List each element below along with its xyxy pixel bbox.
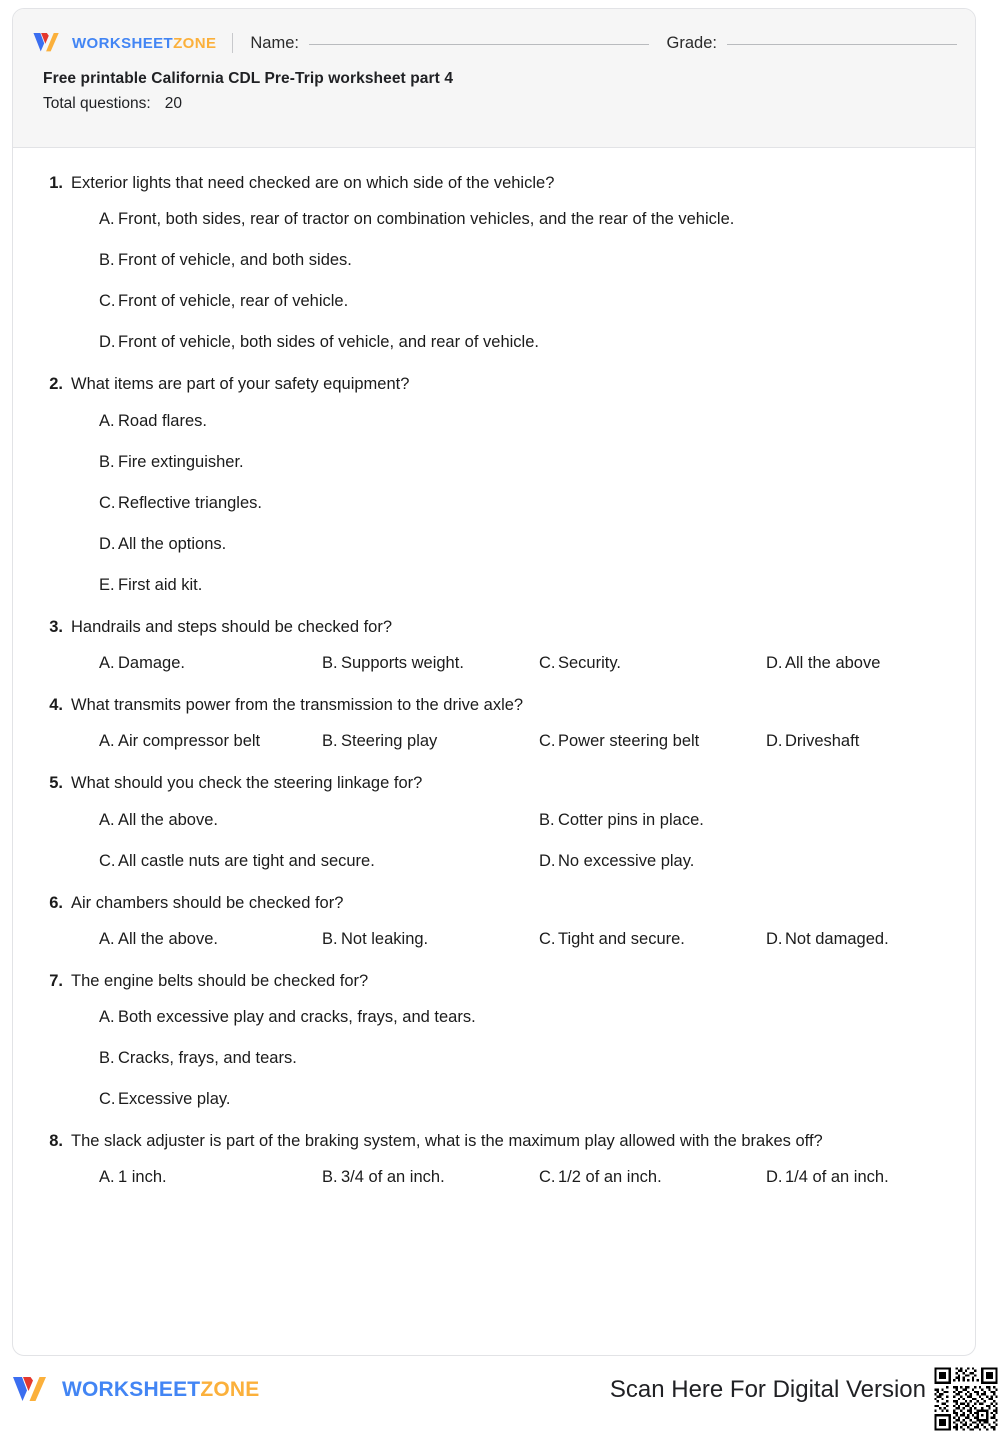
option-letter: A.	[99, 210, 115, 229]
answer-option[interactable]	[99, 1038, 947, 1079]
answer-option[interactable]	[99, 919, 322, 960]
option-text: 1/2 of an inch.	[558, 1168, 662, 1187]
option-letter: B.	[322, 654, 338, 673]
option-text: Fire extinguisher.	[118, 452, 244, 471]
option-letter: A.	[99, 732, 115, 751]
answer-option[interactable]	[99, 442, 947, 483]
option-letter: C.	[539, 1168, 556, 1187]
scan-instruction-text: Scan Here For Digital Version	[609, 1375, 926, 1403]
answer-option[interactable]	[766, 721, 947, 762]
answer-option[interactable]	[539, 919, 766, 960]
option-text: All the above.	[118, 810, 218, 829]
answer-options	[41, 401, 947, 606]
option-text: 1/4 of an inch.	[785, 1168, 889, 1187]
option-letter: D.	[99, 534, 116, 553]
answer-option[interactable]	[99, 401, 947, 442]
option-text: Tight and secure.	[558, 929, 685, 948]
option-letter: E.	[99, 575, 115, 594]
answer-option[interactable]	[99, 240, 947, 281]
answer-option[interactable]	[99, 1157, 322, 1198]
question-number: 3.	[49, 618, 63, 637]
total-questions	[43, 92, 975, 115]
question-text: What items are part of your safety equipment?	[71, 375, 410, 394]
answer-option[interactable]	[766, 919, 947, 960]
question-item	[41, 172, 947, 363]
qr-code-icon[interactable]	[932, 1365, 1000, 1433]
option-text: Not leaking.	[341, 929, 429, 948]
option-letter: D.	[99, 333, 116, 352]
option-letter: C.	[539, 732, 556, 751]
answer-options	[41, 721, 947, 762]
header-top-row	[13, 9, 975, 57]
grade-input-rule[interactable]	[727, 44, 957, 45]
question-number: 6.	[49, 893, 63, 912]
question-text: Handrails and steps should be checked for?	[71, 618, 393, 637]
answer-option[interactable]	[99, 721, 322, 762]
footer-logo[interactable]	[0, 1373, 259, 1407]
question-heading	[41, 616, 947, 639]
worksheet-header	[13, 9, 975, 148]
option-text: Cotter pins in place.	[558, 810, 704, 829]
question-item	[41, 616, 947, 684]
option-letter: B.	[99, 251, 115, 270]
option-text: Front, both sides, rear of tractor on combination vehicles, and the rear of the vehicle.	[118, 210, 735, 229]
option-letter: D.	[766, 1168, 783, 1187]
answer-option[interactable]	[322, 1157, 539, 1198]
question-heading	[41, 892, 947, 915]
option-text: Road flares.	[118, 411, 207, 430]
question-item	[41, 970, 947, 1120]
option-letter: A.	[99, 654, 115, 673]
option-text: No excessive play.	[558, 851, 695, 870]
option-text: 1 inch.	[118, 1168, 167, 1187]
question-number: 4.	[49, 696, 63, 715]
header-title-block	[13, 57, 975, 116]
answer-option[interactable]	[766, 1157, 947, 1198]
answer-option[interactable]	[539, 643, 766, 684]
answer-options	[41, 919, 947, 960]
answer-option[interactable]	[539, 841, 947, 882]
option-letter: B.	[99, 452, 115, 471]
name-input-rule[interactable]	[309, 44, 649, 45]
question-number: 2.	[49, 375, 63, 394]
question-item	[41, 694, 947, 762]
page-footer	[0, 1365, 1000, 1414]
question-item	[41, 892, 947, 960]
question-heading	[41, 1130, 947, 1153]
option-text: All the above.	[118, 929, 218, 948]
worksheetzone-logo-text	[62, 1378, 259, 1402]
option-letter: B.	[322, 732, 338, 751]
option-letter: C.	[539, 929, 556, 948]
option-text: Power steering belt	[558, 732, 700, 751]
option-text: All castle nuts are tight and secure.	[118, 851, 375, 870]
option-letter: D.	[766, 654, 783, 673]
worksheetzone-logo-text	[72, 35, 216, 52]
option-letter: C.	[99, 1090, 116, 1109]
option-text: Excessive play.	[118, 1090, 231, 1109]
answer-option[interactable]	[766, 643, 947, 684]
option-letter: B.	[99, 1049, 115, 1068]
answer-option[interactable]	[99, 643, 322, 684]
question-text: The slack adjuster is part of the braking system, what is the maximum play allowed with the brakes off?	[71, 1132, 823, 1151]
answer-options	[41, 997, 947, 1120]
brand-secondary: ZONE	[173, 34, 217, 52]
option-letter: A.	[99, 929, 115, 948]
question-text: The engine belts should be checked for?	[71, 971, 369, 990]
option-text: Driveshaft	[785, 732, 860, 751]
question-item	[41, 373, 947, 606]
option-text: Damage.	[118, 654, 185, 673]
worksheet-title: Free printable California CDL Pre-Trip worksheet part 4	[43, 70, 454, 87]
option-letter: D.	[539, 851, 556, 870]
total-questions-value: 20	[164, 95, 182, 113]
question-number: 8.	[49, 1132, 63, 1151]
answer-option[interactable]	[99, 199, 947, 240]
option-text: Not damaged.	[785, 929, 889, 948]
question-heading	[41, 373, 947, 396]
name-label: Name:	[250, 33, 299, 52]
option-letter: B.	[322, 929, 338, 948]
answer-option[interactable]	[99, 483, 947, 524]
option-letter: A.	[99, 1007, 115, 1026]
option-text: Air compressor belt	[118, 732, 261, 751]
worksheetzone-logo-icon	[31, 30, 65, 56]
answer-options	[41, 800, 947, 882]
question-text: What transmits power from the transmission to the drive axle?	[71, 696, 524, 715]
answer-option[interactable]	[99, 524, 947, 565]
name-field[interactable]	[250, 34, 649, 53]
answer-option[interactable]	[539, 1157, 766, 1198]
option-text: 3/4 of an inch.	[341, 1168, 445, 1187]
answer-options	[41, 643, 947, 684]
option-text: Cracks, frays, and tears.	[118, 1049, 297, 1068]
question-heading	[41, 172, 947, 195]
worksheetzone-logo-icon	[10, 1373, 54, 1407]
answer-option[interactable]	[99, 322, 947, 363]
answer-option[interactable]	[322, 919, 539, 960]
answer-options	[41, 1157, 947, 1198]
question-heading	[41, 970, 947, 993]
worksheet-card	[12, 8, 976, 1356]
option-letter: C.	[539, 654, 556, 673]
option-text: All the above	[785, 654, 881, 673]
option-text: Front of vehicle, both sides of vehicle, and rear of vehicle.	[118, 333, 539, 352]
option-text: All the options.	[118, 534, 227, 553]
question-item	[41, 1130, 947, 1198]
option-letter: C.	[99, 292, 116, 311]
brand-primary: WORKSHEET	[72, 34, 174, 52]
option-letter: D.	[766, 929, 783, 948]
answer-option[interactable]	[99, 800, 539, 841]
answer-option[interactable]	[539, 721, 766, 762]
answer-option[interactable]	[99, 1079, 947, 1120]
questions-list	[13, 148, 975, 1198]
option-letter: A.	[99, 810, 115, 829]
option-letter: C.	[99, 851, 116, 870]
answer-option[interactable]	[99, 565, 947, 606]
option-letter: A.	[99, 1168, 115, 1187]
header-divider	[232, 33, 233, 53]
option-letter: A.	[99, 411, 115, 430]
option-text: Reflective triangles.	[118, 493, 262, 512]
question-heading	[41, 694, 947, 717]
question-text: What should you check the steering linkage for?	[71, 774, 423, 793]
question-heading	[41, 772, 947, 795]
option-text: Front of vehicle, and both sides.	[118, 251, 352, 270]
option-text: First aid kit.	[118, 575, 203, 594]
answer-option[interactable]	[322, 643, 539, 684]
option-text: Security.	[558, 654, 621, 673]
total-questions-label: Total questions:	[43, 95, 151, 113]
option-text: Front of vehicle, rear of vehicle.	[118, 292, 349, 311]
grade-label: Grade:	[666, 33, 717, 52]
option-text: Steering play	[341, 732, 438, 751]
question-item	[41, 772, 947, 881]
question-number: 7.	[49, 971, 63, 990]
option-letter: B.	[539, 810, 555, 829]
answer-option[interactable]	[99, 841, 539, 882]
question-number: 1.	[49, 174, 63, 192]
option-text: Both excessive play and cracks, frays, and tears.	[118, 1007, 476, 1026]
question-text: Exterior lights that need checked are on which side of the vehicle?	[71, 174, 555, 192]
option-letter: D.	[766, 732, 783, 751]
question-number: 5.	[49, 774, 63, 793]
answer-options	[41, 199, 947, 363]
answer-option[interactable]	[99, 997, 947, 1038]
answer-option[interactable]	[99, 281, 947, 322]
option-text: Supports weight.	[341, 654, 464, 673]
grade-field[interactable]	[667, 34, 957, 53]
option-letter: B.	[322, 1168, 338, 1187]
brand-primary: WORKSHEET	[62, 1377, 201, 1401]
answer-option[interactable]	[539, 800, 947, 841]
answer-option[interactable]	[322, 721, 539, 762]
question-text: Air chambers should be checked for?	[71, 893, 344, 912]
brand-secondary: ZONE	[200, 1377, 260, 1401]
option-letter: C.	[99, 493, 116, 512]
